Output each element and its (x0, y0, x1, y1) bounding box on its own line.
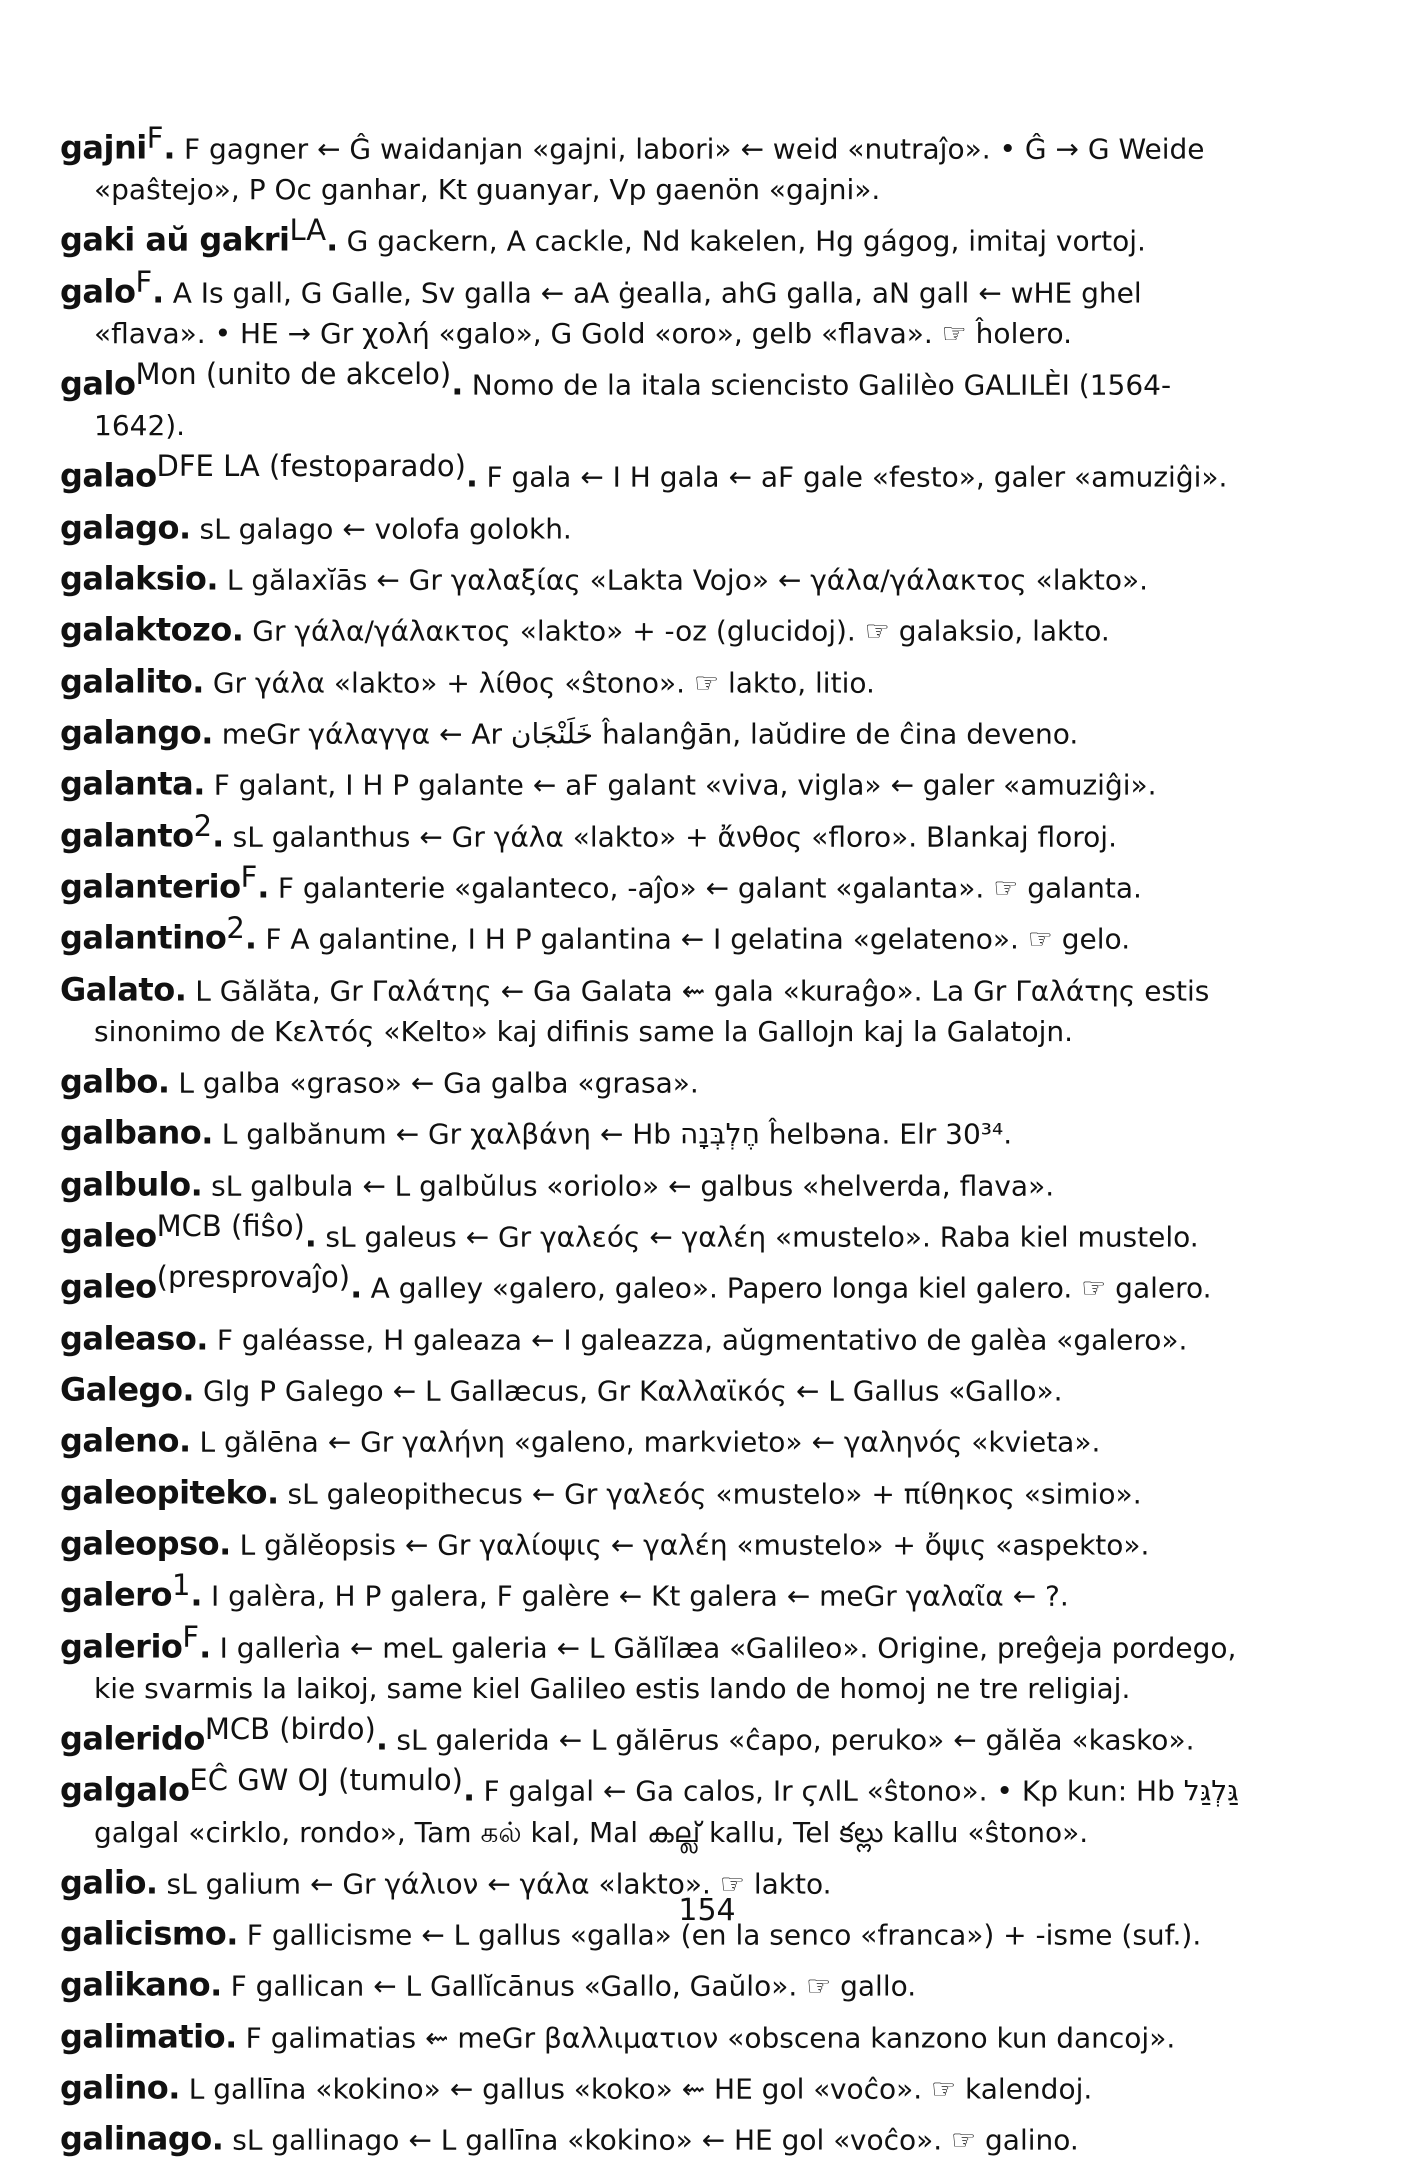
headword: galo (60, 271, 136, 310)
headword-separator: . (190, 1164, 203, 1203)
headword-separator: . (266, 1472, 279, 1511)
etymology-text: F galimatias ⇜ meGr βαλλιματιον «obscena kanzono kun dancoj». (236, 2020, 1176, 2054)
entry (60, 652, 1260, 703)
entry (60, 1955, 1260, 2006)
entry (60, 1103, 1260, 1154)
entry (60, 600, 1260, 651)
headword-separator: . (462, 1770, 475, 1809)
headword: galeo (60, 1216, 157, 1255)
headword: galanto (60, 815, 194, 854)
headword: galerido (60, 1719, 205, 1758)
etymology-text: sL galanthus ← Gr γάλα «lakto» + ἄνθος «floro». Blankaj floroj. (223, 819, 1117, 853)
headword-separator: . (326, 220, 338, 259)
entry-tag: F (135, 264, 153, 299)
headword-separator: . (199, 1626, 211, 1665)
headword-separator: . (304, 1216, 317, 1255)
headword-separator: . (192, 661, 204, 700)
headword: galinago (60, 2119, 212, 2158)
headword-separator: . (350, 1267, 362, 1306)
entry (60, 1463, 1260, 1514)
etymology-text: sL galago ← volofa golokh. (190, 511, 572, 545)
etymology-text: sL galeus ← Gr γαλεός ← γαλέη «mustelo». Raba kiel mustelo. (316, 1220, 1199, 1254)
etymology-text: sL galium ← Gr γάλιον ← γάλα «lakto». ☞ lakto. (157, 1866, 832, 1900)
headword: galbulo (60, 1164, 191, 1203)
etymology-text: F gagner ← Ĝ waidanjan «gajni, labori» ← weid «nutraĵo». • Ĝ → G Weide «paŝtejo», P Oc ganhar, Kt guanyar, Vp gaenön «gajni». (94, 132, 1205, 207)
headword-separator: . (201, 1113, 213, 1152)
entry (60, 703, 1260, 754)
etymology-text: sL galerida ← L gălērus «ĉapo, peruko» ← gălĕa «kasko». (387, 1723, 1195, 1757)
etymology-text: L gălēna ← Gr γαλήνη «galeno, markvieto» ← γαληνός «kvieta». (190, 1425, 1101, 1459)
etymology-text: F gala ← I H gala ← aF gale «festo», galer «amuziĝi». (477, 460, 1228, 494)
headword: galeno (60, 1421, 179, 1460)
entry (60, 908, 1260, 959)
etymology-text: L gallīna «kokino» ← gallus «koko» ⇜ HE gol «voĉo». ☞ kalendoj. (179, 2072, 1093, 2106)
etymology-text: I gallerìa ← meL galeria ← L Gălĭlæa «Galileo». Origine, preĝeja pordego, kie svarmis la laikoj, same kiel Galileo estis lando de homoj ne tre religiaj. (94, 1630, 1237, 1705)
page-number: 154 (678, 1893, 736, 1928)
headword-separator: . (190, 1575, 203, 1614)
headword-separator: . (211, 2119, 224, 2158)
entry (60, 1514, 1260, 1565)
headword-separator: . (451, 364, 463, 403)
etymology-text: sL galeopithecus ← Gr γαλεός «mustelo» + πίθηκος «simio». (278, 1476, 1142, 1510)
headword: galeopiteko (60, 1472, 267, 1511)
entry (60, 1052, 1260, 1103)
headword: galanta (60, 764, 194, 803)
headword-separator: . (174, 969, 187, 1008)
headword: galaktozo (60, 610, 232, 649)
etymology-text: Nomo de la itala sciencisto Galilèo GALILÈI (1564-1642). (94, 368, 1172, 443)
etymology-text: A galley «galero, galeo». Papero longa kiel galero. ☞ galero. (361, 1271, 1212, 1305)
entry (60, 2058, 1260, 2109)
etymology-text: F A galantine, I H P galantina ← I gelatina «gelateno». ☞ gelo. (256, 922, 1131, 956)
headword-separator: . (201, 713, 213, 752)
headword: galo (60, 364, 136, 403)
etymology-text: L galbănum ← Gr χαλβάνη ← Hb חֶלְבְּנָה ĥelbəna. Elr 30³⁴. (212, 1117, 1013, 1151)
headword-separator: . (206, 559, 218, 598)
entry-tag: MCB (fiŝo) (156, 1208, 305, 1243)
headword-separator: . (225, 2016, 237, 2055)
headword-separator: . (375, 1719, 388, 1758)
entry (60, 857, 1260, 908)
headword: galao (60, 456, 157, 495)
headword-separator: . (152, 271, 164, 310)
etymology-text: F galgal ← Ga calos, Ir ϛᴧlL «ŝtono». • Kp kun: Hb גַּלְגַּל galgal «cirklo, rondo», Tam கல் kal, Mal കല്ല് kallu, Tel కల్లు kallu «ŝtono». (94, 1774, 1239, 1849)
headword-separator: . (145, 1862, 158, 1901)
etymology-text: L gălĕopsis ← Gr γαλίοψις ← γαλέη «mustelo» + ὄψις «aspekto». (230, 1528, 1150, 1562)
headword-separator: . (465, 456, 478, 495)
headword-separator: . (226, 1914, 238, 1953)
headword: galbano (60, 1113, 202, 1152)
entry (60, 960, 1260, 1052)
etymology-text: A Is gall, G Galle, Sv galla ← aA ġealla, ahG galla, aN gall ← wHE ghel «flava». • HE → Gr χολή «galo», G Gold «oro», gelb «flava». ☞ ĥolero. (94, 275, 1142, 350)
entry-tag: Mon (unito de akcelo) (135, 356, 452, 391)
entry (60, 118, 1260, 210)
entry (60, 210, 1260, 261)
entry (60, 498, 1260, 549)
etymology-text: sL galbula ← L galbŭlus «oriolo» ← galbus «helverda, flava». (202, 1168, 1055, 1202)
entry-tag: F (146, 121, 164, 155)
dictionary-entries (60, 118, 1260, 2160)
etymology-text: F galanterie «galanteco, -aĵo» ← galant «galanta». ☞ galanta. (268, 871, 1142, 905)
entry (60, 1709, 1260, 1760)
headword-separator: . (212, 815, 224, 854)
headword: galino (60, 2068, 169, 2107)
headword: gajni (60, 128, 147, 167)
etymology-text: L gălaxĭās ← Gr γαλαξίας «Lakta Vojo» ← γάλα/γάλακτος «lakto». (218, 563, 1149, 597)
entry (60, 806, 1260, 857)
headword-separator: . (182, 1370, 195, 1409)
headword-separator: . (168, 2068, 180, 2107)
etymology-text: F gallican ← L Gallĭcānus «Gallo, Gaŭlo». ☞ gallo. (221, 1969, 917, 2003)
entry-tag: 2 (226, 911, 245, 946)
headword: galantino (60, 918, 227, 957)
etymology-text: sL gallinago ← L gallīna «kokino» ← HE gol «voĉo». ☞ galino. (223, 2123, 1079, 2157)
entry (60, 446, 1260, 497)
headword-separator: . (178, 1421, 191, 1460)
entry-tag: F (182, 1619, 200, 1654)
entry (60, 1411, 1260, 1462)
entry-tag: 2 (193, 808, 213, 843)
etymology-text: Gr γάλα «lakto» + λίθος «ŝtono». ☞ lakto, litio. (203, 665, 875, 699)
headword: gaki aŭ gakri (60, 220, 290, 259)
headword-separator: . (219, 1524, 231, 1563)
headword: galeo (60, 1267, 157, 1306)
etymology-text: F galant, I H P galante ← aF galant «viva, vigla» ← galer «amuziĝi». (204, 768, 1157, 802)
entry (60, 2109, 1260, 2160)
entry-tag: F (240, 859, 258, 894)
etymology-text: F galéasse, H galeaza ← I galeazza, aŭgmentativo de galèa «galero». (207, 1322, 1188, 1356)
etymology-text: I galèra, H P galera, F galère ← Kt galera ← meGr γαλαῖα ← ?. (202, 1579, 1069, 1613)
etymology-text: Glg P Galego ← L Gallæcus, Gr Καλλαϊκός ← L Gallus «Gallo». (194, 1374, 1063, 1408)
etymology-text: L galba «graso» ← Ga galba «grasa». (169, 1066, 699, 1100)
etymology-text: meGr γάλαγγα ← Ar خَلَنْجَان ĥalanĝān, laŭdire de ĉina deveno. (212, 717, 1079, 751)
etymology-text: G gackern, A cackle, Nd kakelen, Hg gágog, imitaj vortoj. (337, 224, 1146, 258)
entry (60, 354, 1260, 446)
entry-tag: DFE LA (festoparado) (156, 449, 466, 484)
headword-separator: . (257, 867, 269, 906)
headword: galbo (60, 1062, 158, 1101)
headword: galio (60, 1862, 146, 1901)
headword: galaksio (60, 559, 207, 598)
entry-tag: MCB (birdo) (204, 1711, 376, 1746)
entry-tag: LA (289, 213, 327, 248)
headword: galicismo (60, 1914, 227, 1953)
headword: galgalo (60, 1770, 190, 1809)
entry (60, 1617, 1260, 1709)
headword: Galato (60, 969, 175, 1008)
headword: galago (60, 507, 179, 546)
headword: galikano (60, 1965, 211, 2004)
headword: galalito (60, 661, 193, 700)
entry (60, 2007, 1260, 2058)
entry (60, 1360, 1260, 1411)
entry (60, 262, 1260, 354)
headword: galimatio (60, 2016, 226, 2055)
headword: galeopso (60, 1524, 220, 1563)
entry (60, 1206, 1260, 1257)
etymology-text: Gr γάλα/γάλακτος «lakto» + -oz (glucidoj). ☞ galaksio, lakto. (243, 614, 1110, 648)
headword-separator: . (157, 1062, 170, 1101)
entry (60, 1257, 1260, 1308)
etymology-text: F gallicisme ← L gallus «galla» (en la senco «franca») + -isme (suf.). (237, 1918, 1202, 1952)
headword-separator: . (210, 1965, 222, 2004)
headword: galanterio (60, 867, 241, 906)
headword-separator: . (196, 1318, 208, 1357)
entry-tag: 1 (171, 1568, 191, 1603)
headword-separator: . (244, 918, 257, 957)
entry-tag: EĈ GW OJ (tumulo) (189, 1763, 463, 1798)
entry (60, 1309, 1260, 1360)
entry-tag: (presprovaĵo) (156, 1260, 351, 1295)
etymology-text: L Gălăta, Gr Γαλάτης ← Ga Galata ⇜ gala «kuraĝo». La Gr Γαλάτης estis sinonimo de Κελτός «Kelto» kaj difinis same la Gallojn kaj la Galatojn. (94, 973, 1210, 1048)
headword-separator: . (163, 128, 176, 167)
headword-separator: . (231, 610, 244, 649)
headword-separator: . (178, 507, 191, 546)
headword: Galego (60, 1370, 183, 1409)
entry (60, 1565, 1260, 1616)
headword: galango (60, 713, 202, 752)
entry (60, 549, 1260, 600)
headword-separator: . (193, 764, 205, 803)
entry (60, 754, 1260, 805)
headword: galeaso (60, 1318, 197, 1357)
entry (60, 1760, 1260, 1852)
headword: galerio (60, 1626, 183, 1665)
headword: galero (60, 1575, 172, 1614)
entry (60, 1155, 1260, 1206)
